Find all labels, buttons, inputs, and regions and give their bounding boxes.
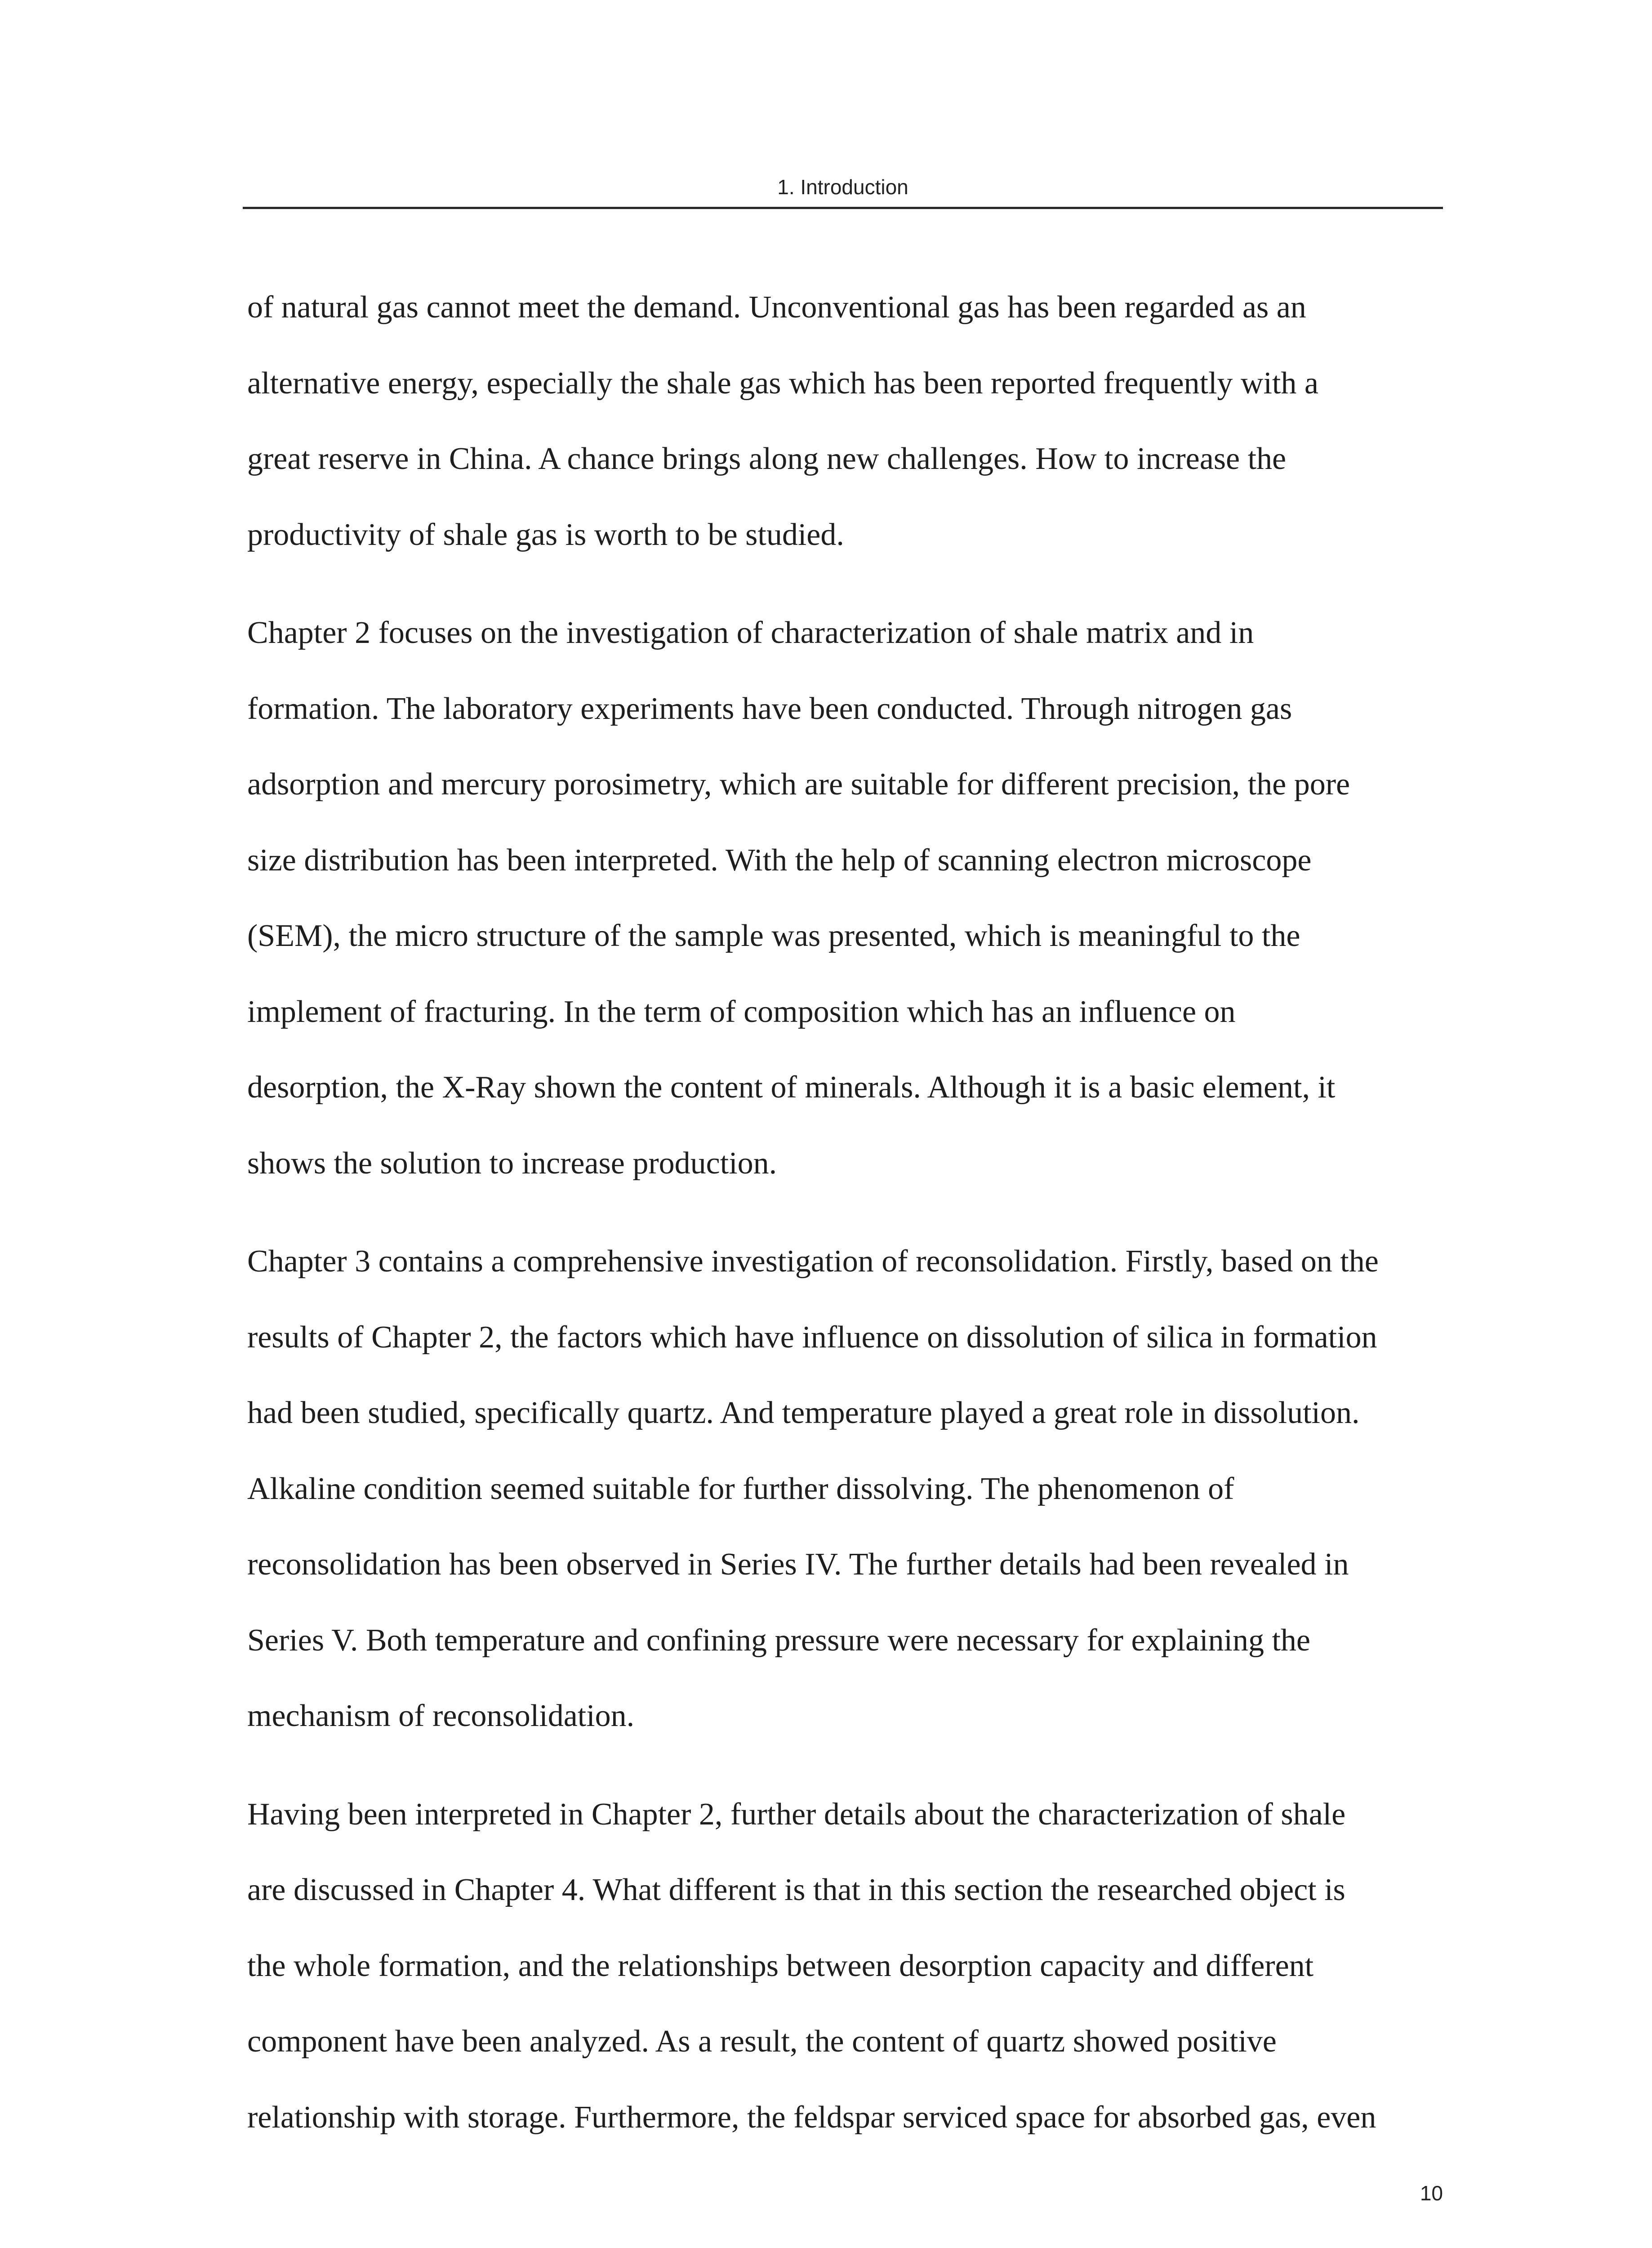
text-line: great reserve in China. A chance brings along new challenges. How to increase the [247,442,1287,476]
text-line: Alkaline condition seemed suitable for further dissolving. The phenomenon of [247,1471,1234,1506]
text-line: of natural gas cannot meet the demand. Unconventional gas has been regarded as an [247,290,1306,325]
text-line: results of Chapter 2, the factors which have influence on dissolution of silica in formation [247,1320,1377,1355]
text-line: size distribution has been interpreted. With the help of scanning electron microscope [247,843,1312,878]
running-header: 1. Introduction [777,175,908,199]
text-line: alternative energy, especially the shale gas which has been reported frequently with a [247,366,1318,401]
text-line: desorption, the X-Ray shown the content of minerals. Although it is a basic element, it [247,1070,1336,1105]
text-line: implement of fracturing. In the term of composition which has an influence on [247,994,1236,1029]
text-line: mechanism of reconsolidation. [247,1699,635,1733]
text-line: formation. The laboratory experiments have been conducted. Through nitrogen gas [247,691,1292,726]
header-rule [243,207,1443,209]
paragraph-2 [247,595,1452,1201]
text-line: Having been interpreted in Chapter 2, further details about the characterization of shale [247,1797,1346,1832]
text-line: relationship with storage. Furthermore, the feldspar serviced space for absorbed gas, even [247,2100,1376,2135]
text-line: Series V. Both temperature and confining pressure were necessary for explaining the [247,1623,1310,1658]
text-line: (SEM), the micro structure of the sample was presented, which is meaningful to the [247,919,1300,953]
body-text [247,270,1452,2178]
text-line: reconsolidation has been observed in Series IV. The further details had been revealed in [247,1547,1349,1582]
text-line: productivity of shale gas is worth to be studied. [247,517,844,552]
text-line: adsorption and mercury porosimetry, which are suitable for different precision, the pore [247,767,1350,802]
paragraph-3 [247,1224,1452,1754]
text-line: the whole formation, and the relationships between desorption capacity and different [247,1948,1314,1983]
page-number: 10 [1420,2181,1443,2205]
text-line: Chapter 2 focuses on the investigation of characterization of shale matrix and in [247,616,1254,650]
paragraph-1 [247,270,1452,573]
text-line: Chapter 3 contains a comprehensive investigation of reconsolidation. Firstly, based on the [247,1244,1379,1279]
text-line: had been studied, specifically quartz. And temperature played a great role in dissolution. [247,1396,1360,1430]
text-line: component have been analyzed. As a result, the content of quartz showed positive [247,2024,1277,2059]
text-line: shows the solution to increase production. [247,1146,777,1181]
paragraph-4 [247,1777,1452,2156]
text-line: are discussed in Chapter 4. What different is that in this section the researched object is [247,1873,1345,1907]
